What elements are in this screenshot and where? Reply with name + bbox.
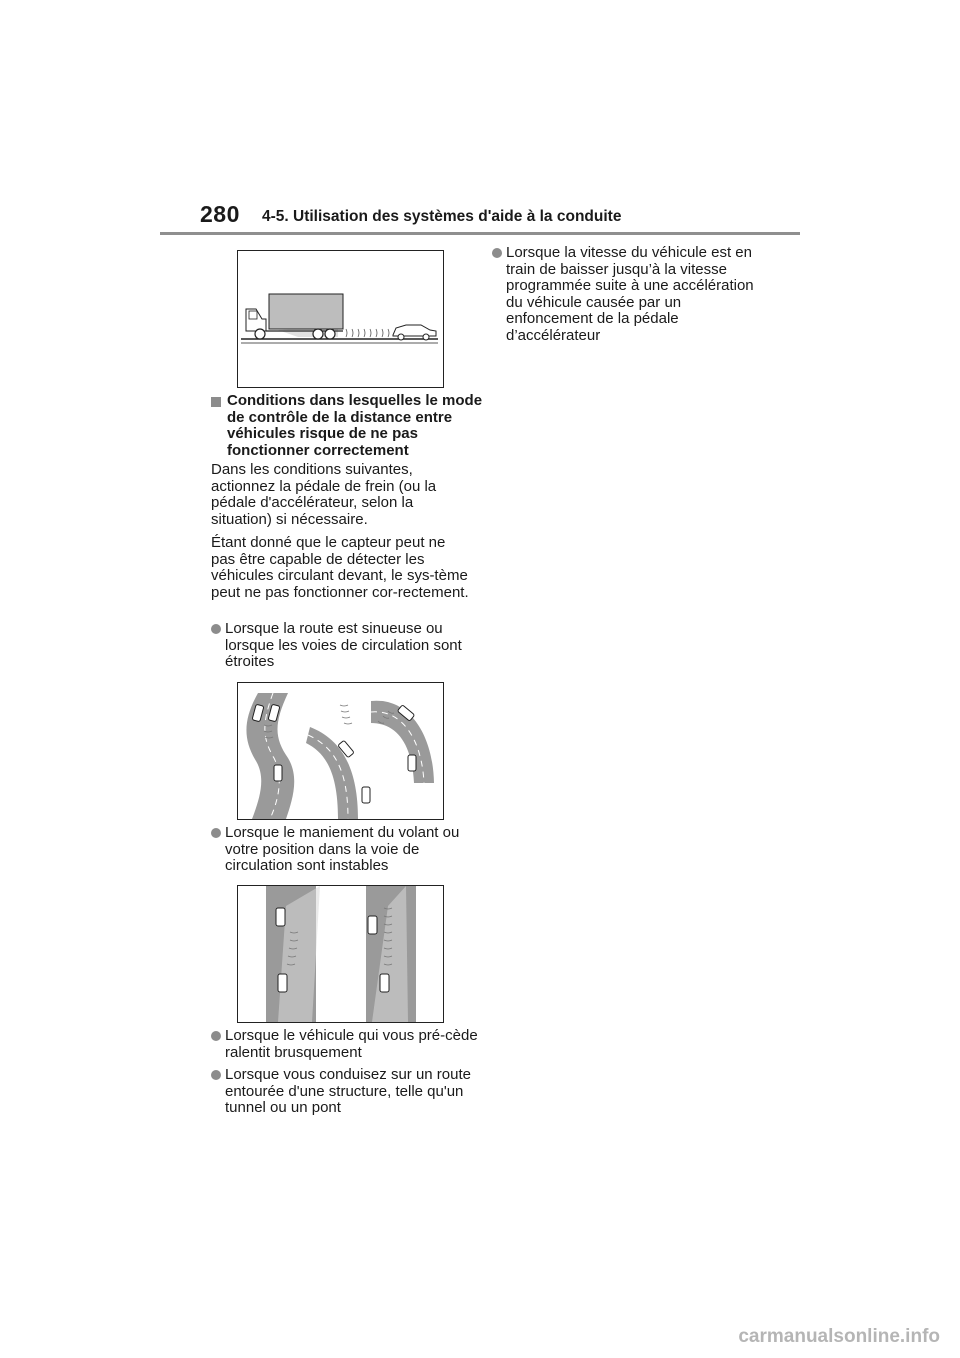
lane-position-figure (237, 885, 444, 1023)
round-bullet-icon (211, 828, 221, 838)
watermark-text: carmanualsonline.info (738, 1326, 940, 1347)
section-title: 4-5. Utilisation des systèmes d'aide à la conduite (262, 208, 622, 225)
round-bullet-icon (211, 624, 221, 634)
square-bullet-icon (211, 397, 221, 407)
round-bullet-icon (211, 1031, 221, 1041)
page-number: 280 (200, 201, 240, 227)
round-bullet-icon (211, 1070, 221, 1080)
header-rule (160, 232, 800, 235)
bullet-tunnel-bridge: Lorsque vous conduisez sur un route entourée d'une structure, telle qu'un tunnel ou un pont (211, 1067, 480, 1117)
round-bullet-icon (492, 248, 502, 258)
bullet-unstable-steering: Lorsque le maniement du volant ou votre position dans la voie de circulation sont instables (211, 825, 480, 875)
bullet-sudden-braking: Lorsque le véhicule qui vous pré-cède ralentit brusquement (211, 1028, 480, 1061)
sensor-paragraph: Étant donné que le capteur peut ne pas être capable de détecter les véhicules circulant devant, le sys-tème peut ne pas fonctionner cor-rectement. (211, 534, 469, 601)
winding-road-figure (237, 682, 444, 820)
bullet-deceleration: Lorsque la vitesse du véhicule est en train de baisser jusqu’à la vitesse programmée suite à une accélération du véhicule causée par un enfoncement de la pédale d’accélérateur (492, 245, 768, 344)
bullet-winding-road: Lorsque la route est sinueuse ou lorsque les voies de circulation sont étroites (211, 621, 480, 671)
conditions-heading: Conditions dans lesquelles le mode de contrôle de la distance entre véhicules risque de ne pas fonctionner correctement (211, 393, 485, 459)
intro-paragraph: Dans les conditions suivantes, actionnez la pédale de frein (ou la pédale d'accélérateur, selon la situation) si nécessaire. (211, 461, 437, 528)
truck-following-car-figure (237, 250, 444, 388)
